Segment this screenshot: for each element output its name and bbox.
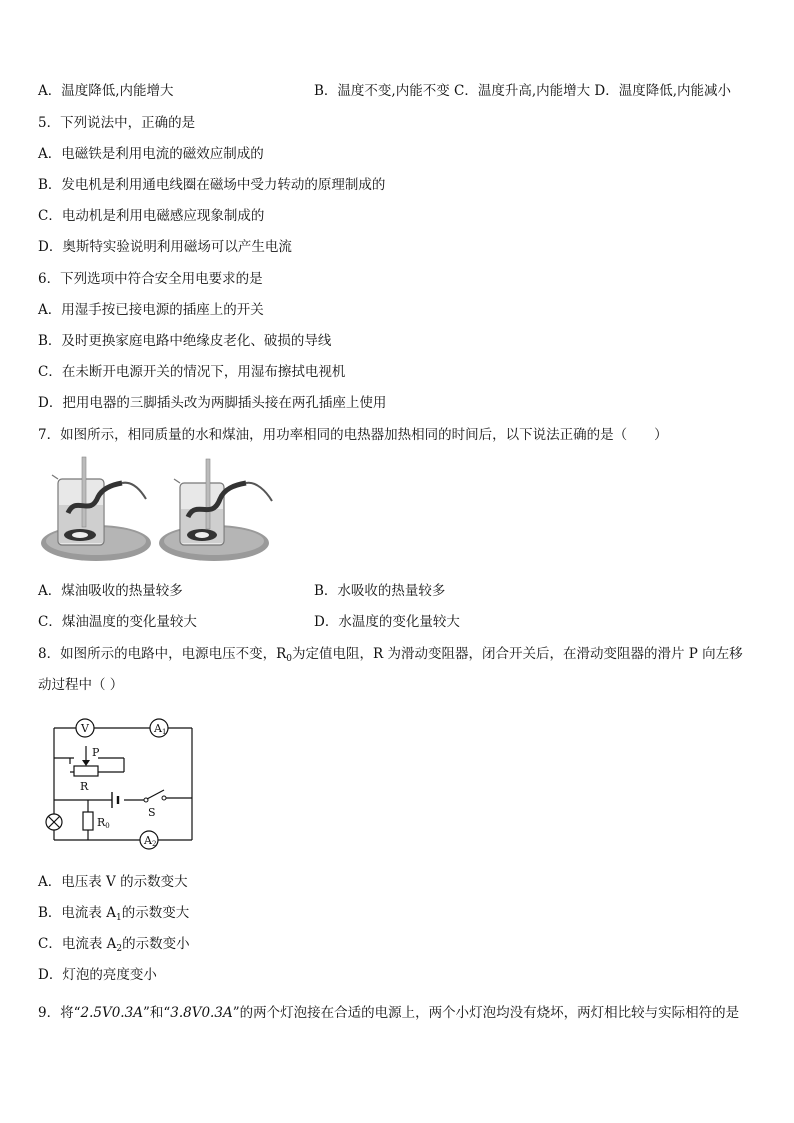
beaker-figure-left	[40, 455, 152, 565]
q7-option-b: B．水吸收的热量较多	[314, 583, 446, 599]
voltmeter-label: V	[81, 722, 89, 735]
q5-option-b: B．发电机是利用通电线圈在磁场中受力转动的原理制成的	[38, 177, 386, 193]
q5-option-d: D．奥斯特实验说明利用磁场可以产生电流	[38, 239, 292, 255]
switch-label: S	[148, 806, 156, 819]
q8-option-a: A．电压表 V 的示数变大	[38, 874, 188, 890]
q6-option-d: D．把用电器的三脚插头改为两脚插头接在两孔插座上使用	[38, 395, 387, 411]
ammeter-1-label: A1	[154, 722, 167, 736]
q7-option-c: C．煤油温度的变化量较大	[38, 614, 197, 630]
q6-option-a: A．用湿手按已接电源的插座上的开关	[38, 302, 264, 318]
q8-option-c: C．电流表 $A_2$的示数变小	[38, 936, 190, 954]
q8-stem-line2: 动过程中（ ）	[38, 677, 124, 693]
q4-options-bcd: B．温度不变,内能不变 C．温度升高,内能增大 D．温度降低,内能减小	[314, 83, 732, 99]
q5-stem: 5．下列说法中，正确的是	[38, 115, 196, 131]
beaker-figure-right	[158, 455, 276, 565]
q7-stem: 7．如图所示，相同质量的水和煤油，用功率相同的电热器加热相同的时间后，以下说法正确的是（ ）	[38, 427, 668, 443]
q8-option-b: B．电流表 $A_1$的示数变大	[38, 905, 190, 923]
q8-option-d: D．灯泡的亮度变小	[38, 967, 157, 983]
resistor-r0-symbol	[83, 812, 93, 830]
q7-option-a: A．煤油吸收的热量较多	[38, 583, 183, 599]
q5-option-c: C．电动机是利用电磁感应现象制成的	[38, 208, 265, 224]
q4-option-a: A．温度降低,内能增大	[38, 83, 174, 99]
q8-stem-line1: 8．如图所示的电路中，电源电压不变，$R_0$为定值电阻，R 为滑动变阻器，闭合开关后，在滑动变阻器的滑片 P 向左移	[38, 646, 743, 664]
rheostat-label: R	[80, 780, 89, 793]
circuit-diagram	[40, 712, 200, 854]
slider-label: P	[92, 746, 100, 759]
q9-stem: 9．将“2.5V0.3A”和“3.8V0.3A”的两个灯泡接在合适的电源上，两个小灯泡均没有烧坏，两灯相比较与实际相符的是	[38, 1005, 740, 1021]
q6-option-c: C．在未断开电源开关的情况下，用湿布擦拭电视机	[38, 364, 346, 380]
resistor-r0-label: R0	[97, 816, 110, 830]
q6-stem: 6．下列选项中符合安全用电要求的是	[38, 271, 263, 287]
rheostat-symbol	[74, 766, 98, 776]
q5-option-a: A．电磁铁是利用电流的磁效应制成的	[38, 146, 264, 162]
q6-option-b: B．及时更换家庭电路中绝缘皮老化、破损的导线	[38, 333, 332, 349]
ammeter-2-label: A2	[144, 834, 157, 848]
q7-option-d: D．水温度的变化量较大	[314, 614, 460, 630]
